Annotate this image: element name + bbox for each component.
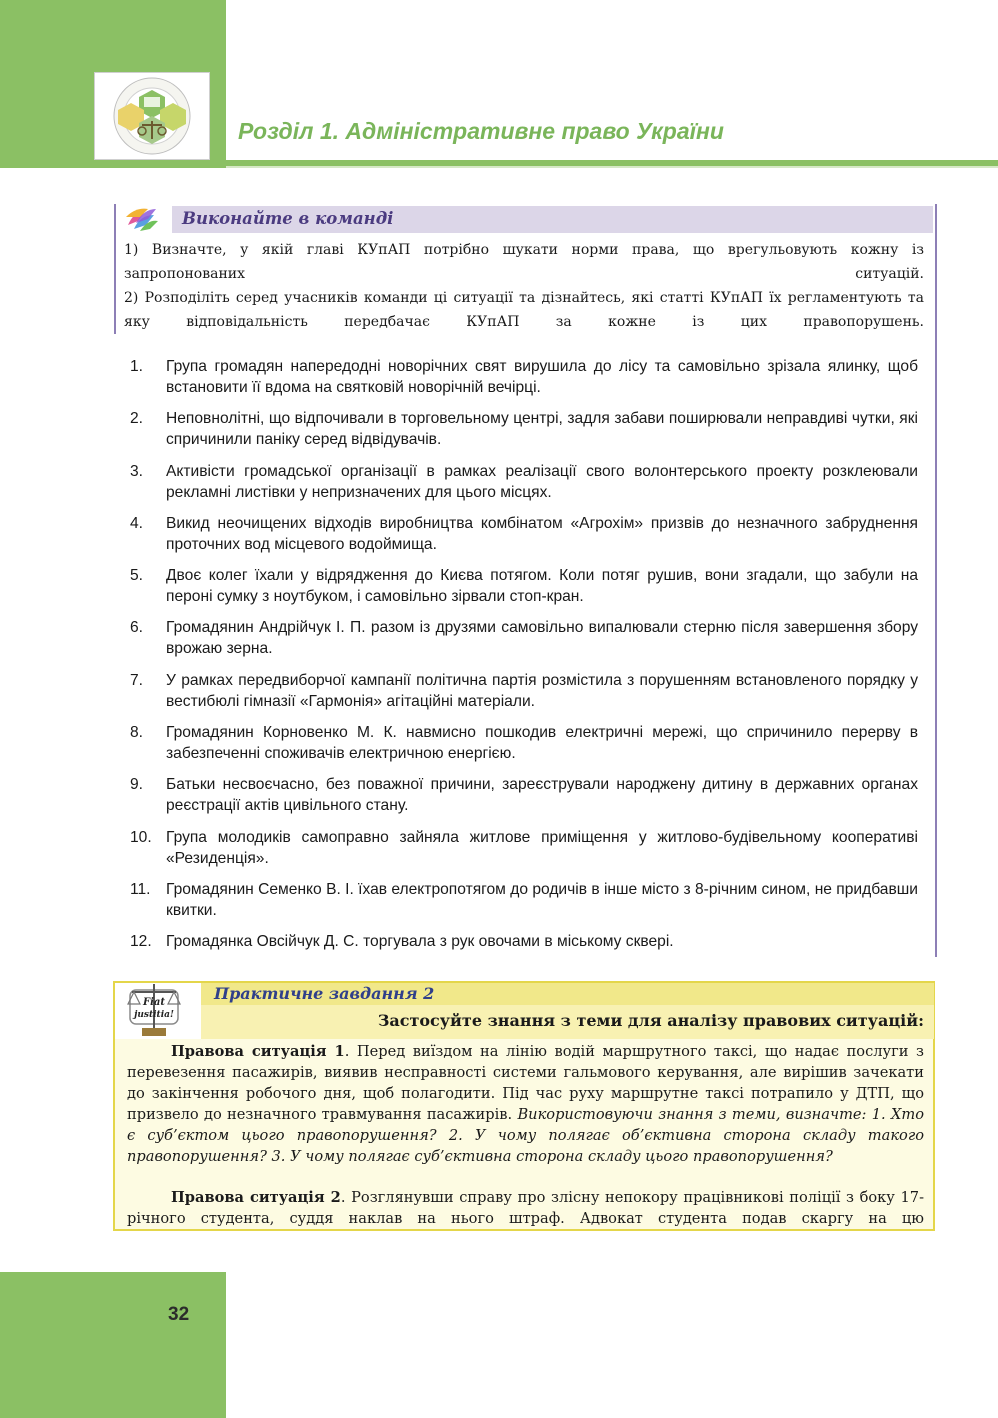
- situation-number: 4.: [130, 514, 144, 532]
- situation-list: [130, 356, 920, 984]
- list-item: [130, 617, 920, 669]
- situation-text: Двоє колег їхали у відрядження до Києва потягом. Коли потяг рушив, вони згадали, що забули на пероні сумку з ноутбуком, і самовільно зірвали стоп-кран.: [166, 567, 918, 606]
- situation-number: 11.: [130, 880, 151, 898]
- team-hands-icon: [124, 205, 160, 233]
- team-task-left-border: [114, 204, 116, 334]
- situation-number: 3.: [130, 462, 144, 480]
- team-task-title: Виконайте в команді: [182, 209, 394, 228]
- icon-motto-line2: justitia!: [134, 1010, 174, 1020]
- legal-case-2: [127, 1187, 924, 1229]
- list-item: [130, 670, 920, 722]
- situation-text: У рамках передвиборчої кампанії політична партія розмістила з порушенням встановленого порядку у вестибюлі гімназії «Гармонія» агітаційні матеріали.: [166, 671, 918, 710]
- situation-number: 6.: [130, 619, 144, 637]
- list-item: [130, 461, 920, 513]
- situation-text: Група громадян напередодні новорічних свят вирушила до лісу та самовільно зрізала ялинку, щоб встановити її вдома на святковій новорічній вечірці.: [166, 358, 918, 396]
- situation-text: Батьки несвоєчасно, без поважної причини, зареєстрували народжену дитину в державних органах реєстрації актів цивільного стану.: [166, 776, 918, 815]
- page-number: 32: [168, 1304, 190, 1325]
- situation-number: 5.: [130, 567, 144, 585]
- situation-text: Громадянин Семенко В. І. їхав електропотягом до родичів в інше місто з 8-річним сином, не придбавши квитки.: [166, 880, 918, 919]
- case-1-questions: Використовуючи знання з теми, визначте: 1. Хто є суб’єктом цього правопорушення? 2. У чому полягає об’єктивна сторона складу такого правопорушення? 3. У чому полягає суб’єктивна сторона складу цього правопорушення?: [127, 1106, 925, 1165]
- chapter-logo: [94, 72, 210, 160]
- situation-text: Неповнолітні, що відпочивали в торговельному центрі, задля забави поширювали неправдиві чутки, які спричинили паніку серед відвідувачів.: [166, 410, 918, 449]
- scales-justice-icon: [124, 982, 184, 1040]
- list-item: [130, 722, 920, 774]
- situation-number: 2.: [130, 410, 144, 428]
- situation-number: 10.: [130, 828, 152, 846]
- team-instruction-2: 2) Розподіліть серед учасників команди ці ситуації та дізнайтесь, які статті КУпАП їх регламентують та яку відповідальність передбачає КУпАП за кожне із цих правопорушень.: [124, 290, 924, 330]
- list-item: [130, 931, 920, 983]
- case-2-label: Правова ситуація 2: [171, 1189, 341, 1206]
- situation-text: Викид неочищених відходів виробництва комбінатом «Агрохім» призвів до незначного забруднення проточних вод місцевого водоймища.: [166, 514, 918, 553]
- list-item: [130, 774, 920, 826]
- practical-subtitle-bar: [201, 1005, 934, 1039]
- green-corner-bottom: [0, 1272, 226, 1418]
- team-instruction-1: 1) Визначте, у якій главі КУпАП потрібно шукати норми права, що врегульовують кожну із запропонованих ситуацій.: [124, 242, 924, 282]
- icon-motto-line1: Fiat: [143, 997, 165, 1008]
- list-item: [130, 408, 920, 460]
- situation-number: 8.: [130, 724, 144, 742]
- situation-text: Група молодиків самоправно зайняла житлове приміщення у житлово-будівельному кооперативі «Резиденція».: [166, 828, 918, 867]
- situation-number: 7.: [130, 671, 144, 689]
- situation-number: 12.: [130, 933, 152, 951]
- situation-text: Громадянин Андрійчук І. П. разом із друзями самовільно випалювали стерню після завершення збору врожаю зерна.: [166, 619, 918, 658]
- list-item: [130, 565, 920, 617]
- practical-title: Практичне завдання 2: [214, 984, 435, 1003]
- list-item: [130, 827, 920, 879]
- situation-text: Активісти громадської організації в рамках реалізації свого волонтерського проекту розклеювали рекламні листівки у непризначених для цього місцях.: [166, 462, 918, 501]
- chapter-title: Розділ 1. Адміністративне право України: [238, 118, 724, 144]
- practical-title-bar: [201, 983, 934, 1005]
- case-1-text: . Перед виїздом на лінію водій маршрутного таксі, що надає послуги з перевезення пасажирів, виявив несправності системи гальмового керування, але вирішив зачекати до закінчення робочого дня, щоб полагодити. Під час руху маршрутне таксі потрапило у ДТП, що призвело до незначного травмування пасажирів.: [127, 1043, 924, 1123]
- situation-number: 1.: [130, 358, 144, 375]
- team-task-header: [172, 206, 933, 233]
- practical-subtitle: Застосуйте знання з теми для аналізу правових ситуацій:: [377, 1011, 924, 1030]
- header-rule-light: [226, 166, 998, 168]
- situation-number: 9.: [130, 776, 144, 794]
- situation-text: Громадянка Овсійчук Д. С. торгувала з рук овочами в міському сквері.: [166, 933, 674, 951]
- list-item: [130, 513, 920, 565]
- situation-text: Громадянин Корновенко М. К. навмисно пошкодив електричні мережі, що спричинило перерву в забезпеченні споживачів електричною енергією.: [166, 724, 918, 763]
- legal-case-1: [127, 1041, 924, 1167]
- list-item: [130, 879, 920, 931]
- list-item: [130, 356, 920, 408]
- case-1-label: Правова ситуація 1: [171, 1043, 345, 1060]
- case-2-text: . Розглянувши справу про злісну непокору працівникові поліції з боку 17-річного студента, суддя наклав на нього штраф. Адвокат студента подав скаргу на цю: [127, 1189, 925, 1227]
